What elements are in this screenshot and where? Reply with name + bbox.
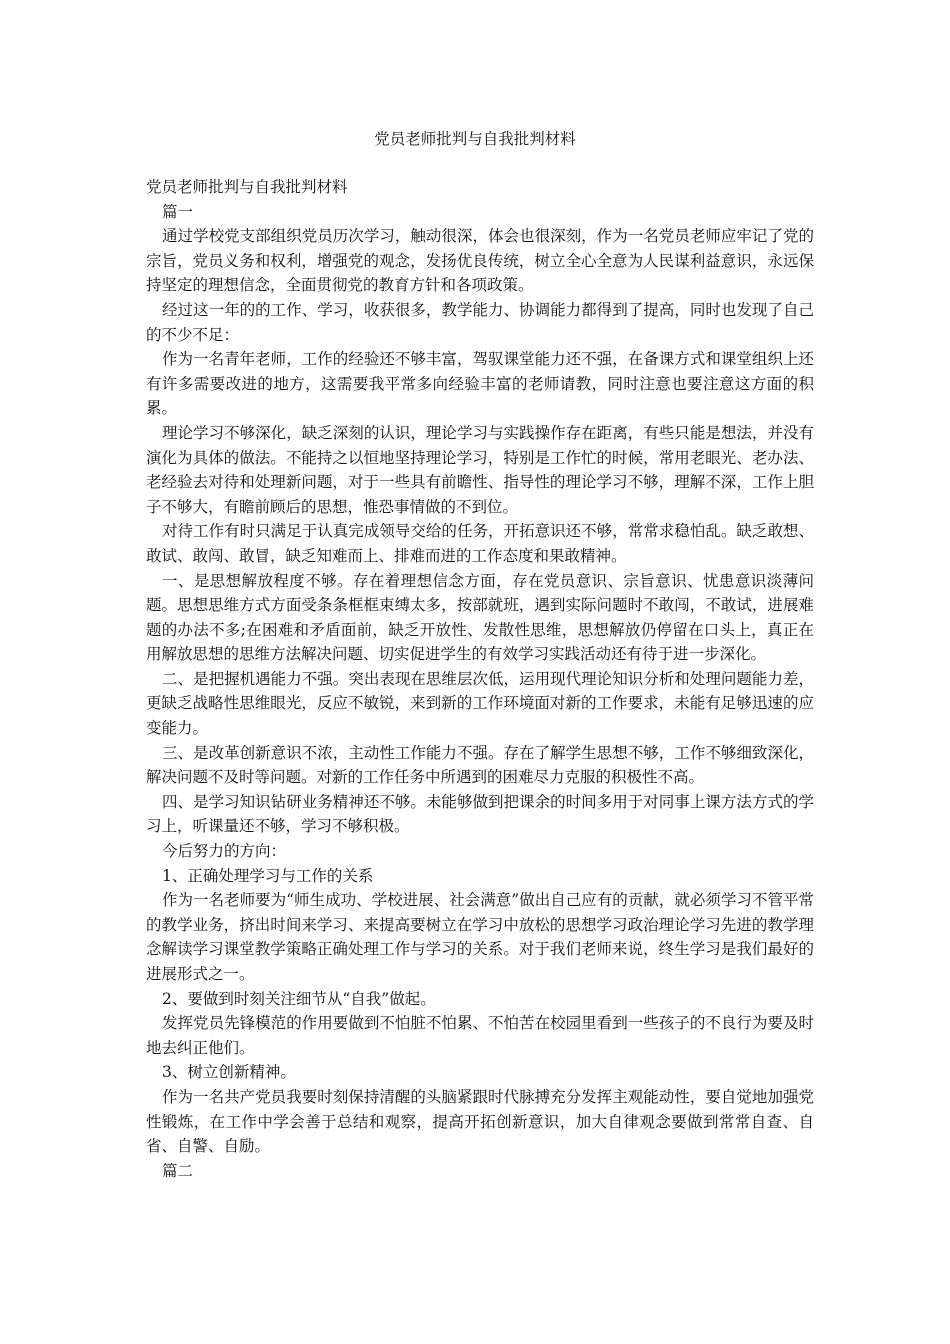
paragraph: 作为一名老师要为“师生成功、学校进展、社会满意”做出自己应有的贡献，就必须学习不管平常的教学业务，挤出时间来学习、来提高要树立在学习中放松的思想学习政治理论学习先进的教学理念解读学习课堂教学策略正确处理工作与学习的关系。对于我们老师来说，终生学习是我们最好的进展形式之一。: [146, 891, 814, 983]
paragraph: 1、正确处理学习与工作的关系: [162, 866, 374, 885]
paragraph: 对待工作有时只满足于认真完成领导交给的任务，开拓意识还不够，常常求稳怕乱。缺乏敢想、敢试、敢闯、敢冒，缺乏知难而上、排难而进的工作态度和果敢精神。: [146, 522, 814, 565]
paragraph: 今后努力的方向：: [162, 842, 287, 861]
document-title: 党员老师批判与自我批判材料: [374, 130, 576, 148]
document-body: [146, 175, 814, 1183]
paragraph: 作为一名共产党员我要时刻保持清醒的头脑紧跟时代脉搏充分发挥主观能动性，要自觉地加强党性锻炼，在工作中学会善于总结和观察，提高开拓创新意识，加大自律观念要做到常常自查、自省、自警、自励。: [146, 1087, 814, 1156]
paragraph: 三、是改革创新意识不浓，主动性工作能力不强。存在了解学生思想不够，工作不够细致深化，解决问题不及时等问题。对新的工作任务中所遇到的困难尽力克服的积极性不高。: [146, 743, 814, 787]
paragraph: 理论学习不够深化，缺乏深刻的认识，理论学习与实践操作存在距离，有些只能是想法，并没有演化为具体的做法。不能持之以恒地坚持理论学习，特别是工作忙的时候，常用老眼光、老办法、老经验去对待和处理新问题，对于一些具有前瞻性、指导性的理论学习不够，理解不深，工作上胆子不够大，有瞻前顾后的思想，惟恐事情做的不到位。: [146, 423, 814, 516]
paragraph: 四、是学习知识钻研业务精神还不够。未能够做到把课余的时间多用于对同事上课方法方式的学习上，听课量还不够，学习不够积极。: [146, 792, 814, 836]
paragraph: 作为一名青年老师，工作的经验还不够丰富，驾驭课堂能力还不强，在备课方式和课堂组织上还有许多需要改进的地方，这需要我平常多向经验丰富的老师请教，同时注意也要注意这方面的积累。: [146, 350, 814, 418]
paragraph: 通过学校党支部组织党员历次学习，触动很深，体会也很深刻，作为一名党员老师应牢记了党的宗旨，党员义务和权利，增强党的观念，发扬优良传统，树立全心全意为人民谋利益意识，永远保持坚定的理想信念，全面贯彻党的教育方针和各项政策。: [146, 227, 814, 295]
paragraph: 篇二: [162, 1161, 194, 1180]
paragraph: 一、是思想解放程度不够。存在着理想信念方面，存在党员意识、宗旨意识、忧患意识淡薄问题。思想思维方式方面受条条框框束缚太多，按部就班，遇到实际问题时不敢闯，不敢试，进展难题的办法不多;在困难和矛盾面前，缺乏开放性、发散性思维，思想解放仍停留在口头上，真正在用解放思想的思维方法解决问题、切实促进学生的有效学习实践活动还有待于进一步深化。: [146, 571, 814, 664]
paragraph: 篇一: [162, 202, 194, 221]
paragraph: 2、要做到时刻关注细节从“自我”做起。: [162, 989, 436, 1008]
paragraph: 经过这一年的的工作、学习，收获很多，教学能力、协调能力都得到了提高，同时也发现了自己的不少不足：: [146, 300, 814, 344]
paragraph: 发挥党员先锋模范的作用要做到不怕脏不怕累、不怕苦在校园里看到一些孩子的不良行为要及时地去纠正他们。: [146, 1014, 814, 1057]
paragraph: 党员老师批判与自我批判材料: [146, 178, 348, 196]
paragraph: 二、是把握机遇能力不强。突出表现在思维层次低，运用现代理论知识分析和处理问题能力差，更缺乏战略性思维眼光，反应不敏锐，来到新的工作环境面对新的工作要求，未能有足够迅速的应变能力。: [146, 669, 814, 738]
paragraph: 3、树立创新精神。: [162, 1063, 296, 1082]
